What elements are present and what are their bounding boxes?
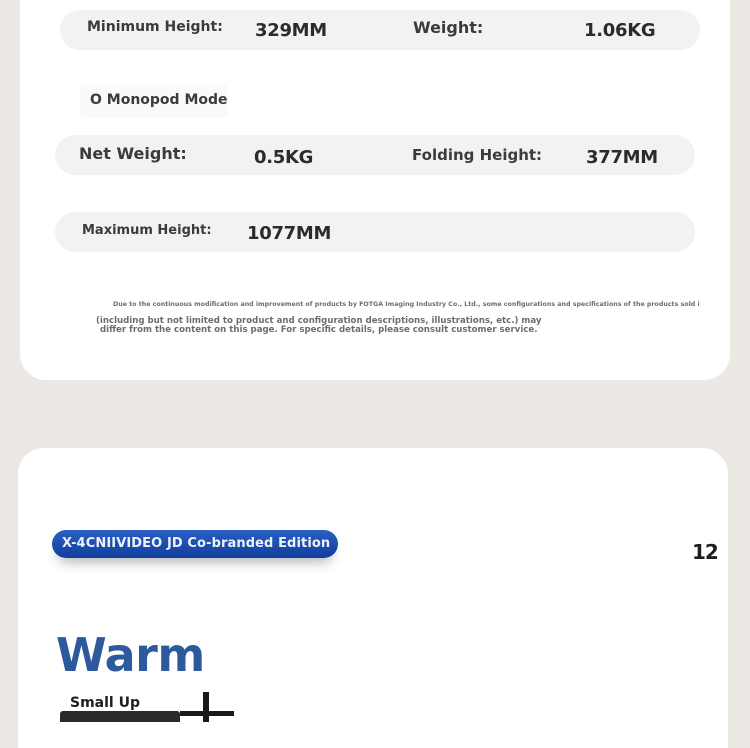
plus-icon — [203, 692, 209, 722]
page-number: 12 — [692, 540, 718, 564]
decorative-bar — [60, 711, 180, 722]
spec-row-net-weight-folding — [55, 135, 695, 175]
minimum-height-label: Minimum Height: — [87, 19, 223, 35]
subheadline: Small Up — [70, 695, 140, 711]
weight-label: Weight: — [413, 18, 484, 37]
disclaimer-line-2: (including but not limited to product and configuration descriptions, illustrations, etc.) may — [96, 316, 542, 326]
disclaimer-line-1: Due to the continuous modification and improvement of products by FOTGA Imaging Industry Co., Ltd., some configurations and specifications of the products sold i — [113, 301, 700, 308]
folding-height-label: Folding Height: — [412, 146, 543, 164]
disclaimer-line-3: differ from the content on this page. For specific details, please consult customer service. — [100, 325, 538, 335]
minimum-height-value: 329MM — [255, 20, 327, 41]
maximum-height-label: Maximum Height: — [82, 223, 212, 238]
edition-badge — [52, 530, 338, 558]
monopod-mode-section — [80, 84, 228, 118]
net-weight-value: 0.5KG — [254, 147, 314, 168]
folding-height-value: 377MM — [586, 147, 658, 168]
edition-badge-label: X-4CNIIVIDEO JD Co-branded Edition — [62, 536, 331, 551]
net-weight-label: Net Weight: — [79, 144, 187, 163]
spec-row-min-height-weight — [60, 10, 700, 50]
monopod-mode-title: O Monopod Mode — [90, 92, 228, 108]
weight-value: 1.06KG — [584, 20, 656, 41]
maximum-height-value: 1077MM — [247, 223, 332, 244]
spec-row-max-height — [55, 212, 695, 252]
specs-card — [20, 0, 730, 380]
headline: Warm — [56, 628, 205, 682]
